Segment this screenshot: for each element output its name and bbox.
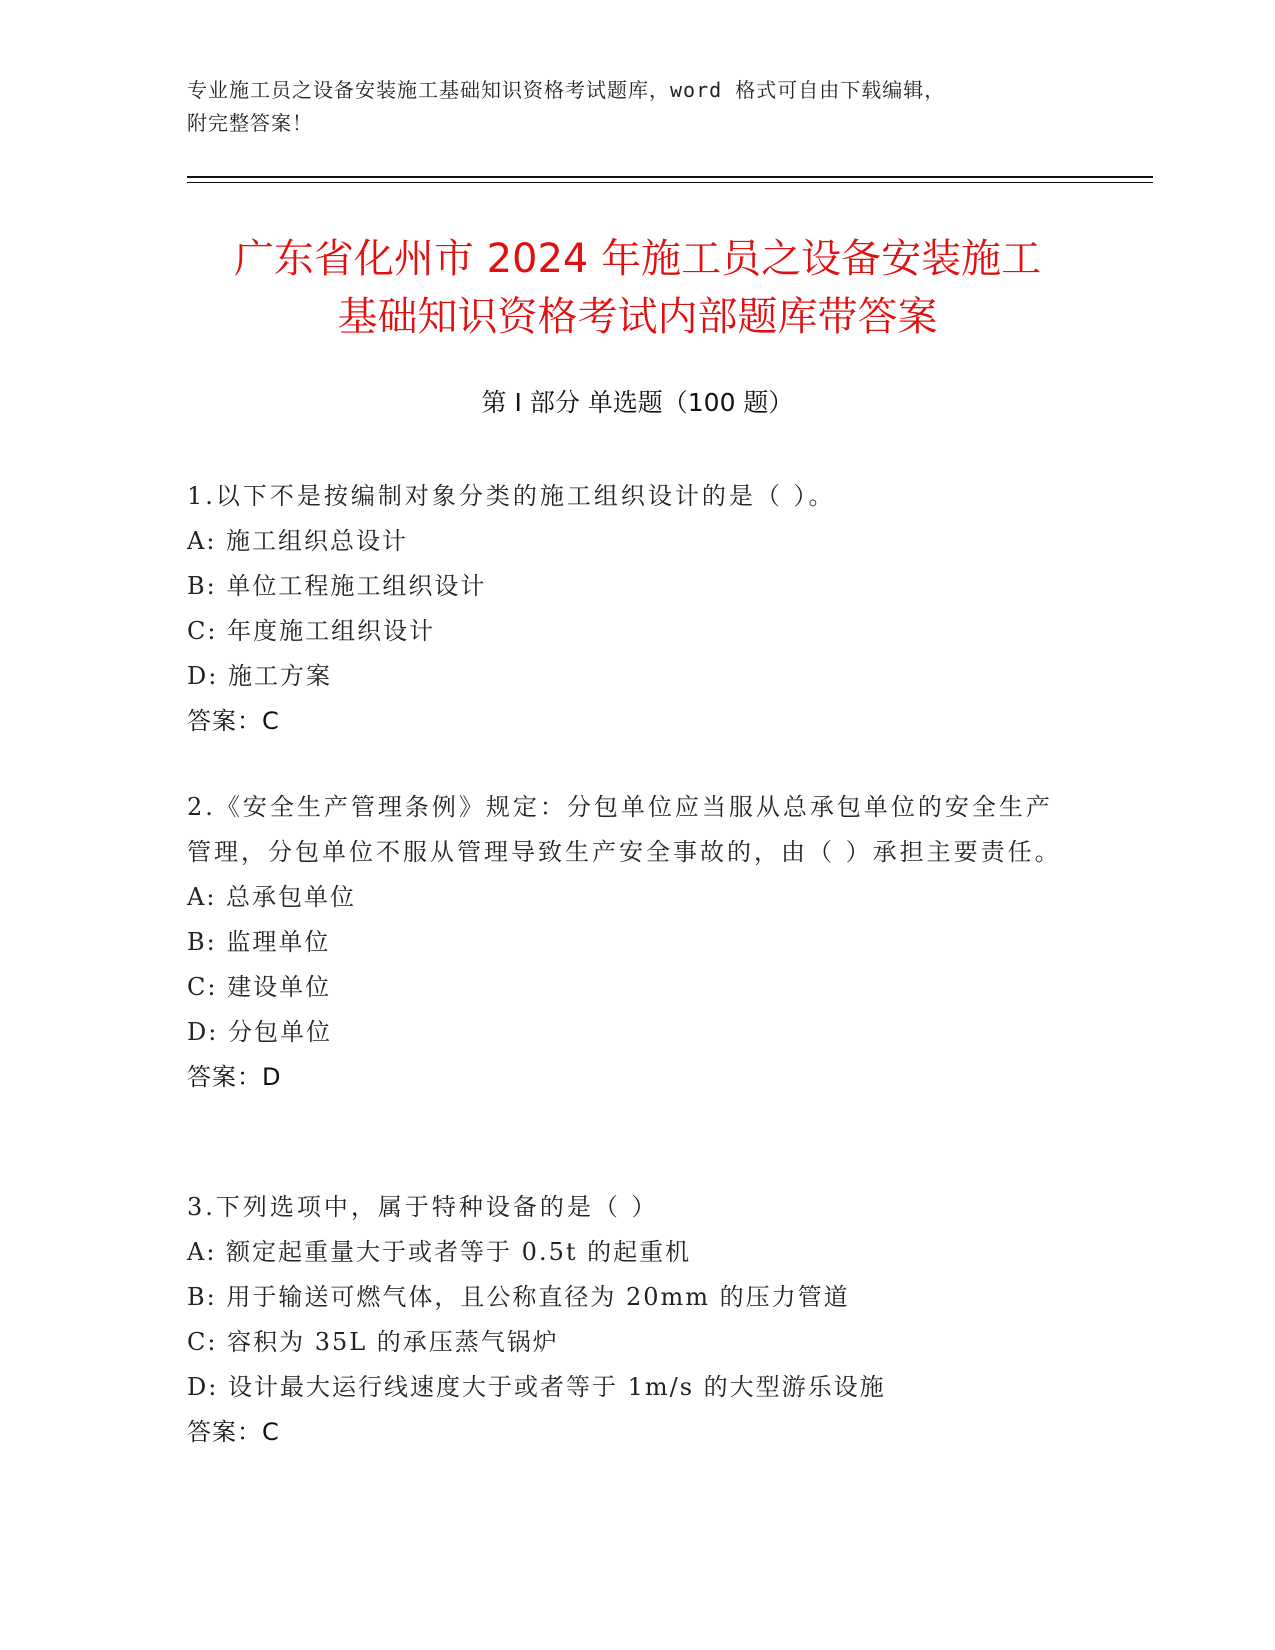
question-block bbox=[187, 1185, 1077, 1455]
option-d: D: 设计最大运行线速度大于或者等于 1m/s 的大型游乐设施 bbox=[187, 1373, 886, 1401]
header-note-line-1: 专业施工员之设备安装施工基础知识资格考试题库，word 格式可自由下载编辑， bbox=[187, 78, 946, 102]
option-b: B: 用于输送可燃气体，且公称直径为 20mm 的压力管道 bbox=[187, 1283, 850, 1311]
question-stem: 2.《安全生产管理条例》规定：分包单位应当服从总承包单位的安全生产管理，分包单位不服从管理导致生产安全事故的，由（ ）承担主要责任。 bbox=[187, 793, 1062, 866]
document-title-line-1: 广东省化州市 2024 年施工员之设备安装施工 bbox=[233, 236, 1042, 282]
option-d: D: 分包单位 bbox=[187, 1018, 332, 1046]
header-divider-thin bbox=[187, 182, 1153, 183]
option-b: B: 单位工程施工组织设计 bbox=[187, 572, 487, 600]
option-a: A: 施工组织总设计 bbox=[187, 527, 409, 555]
option-d: D: 施工方案 bbox=[187, 662, 332, 690]
document-title bbox=[150, 230, 1125, 346]
answer-line: 答案：D bbox=[187, 1063, 282, 1091]
option-c: C: 年度施工组织设计 bbox=[187, 617, 436, 645]
document-title-line-2: 基础知识资格考试内部题库带答案 bbox=[337, 294, 938, 340]
header-note bbox=[187, 74, 1087, 140]
option-a: A: 总承包单位 bbox=[187, 883, 357, 911]
header-divider-thick bbox=[187, 176, 1153, 178]
option-a: A: 额定起重量大于或者等于 0.5t 的起重机 bbox=[187, 1238, 692, 1266]
section-heading: 第 I 部分 单选题（100 题） bbox=[481, 388, 794, 417]
question-block bbox=[187, 474, 1077, 744]
option-c: C: 建设单位 bbox=[187, 973, 332, 1001]
answer-line: 答案：C bbox=[187, 707, 280, 735]
option-c: C: 容积为 35L 的承压蒸气锅炉 bbox=[187, 1328, 559, 1356]
answer-line: 答案：C bbox=[187, 1418, 280, 1446]
header-note-line-2: 附完整答案！ bbox=[187, 111, 313, 135]
question-block bbox=[187, 785, 1077, 1100]
question-stem: 1.以下不是按编制对象分类的施工组织设计的是（ ）。 bbox=[187, 482, 836, 510]
question-stem: 3.下列选项中，属于特种设备的是（ ） bbox=[187, 1193, 659, 1221]
option-b: B: 监理单位 bbox=[187, 928, 331, 956]
